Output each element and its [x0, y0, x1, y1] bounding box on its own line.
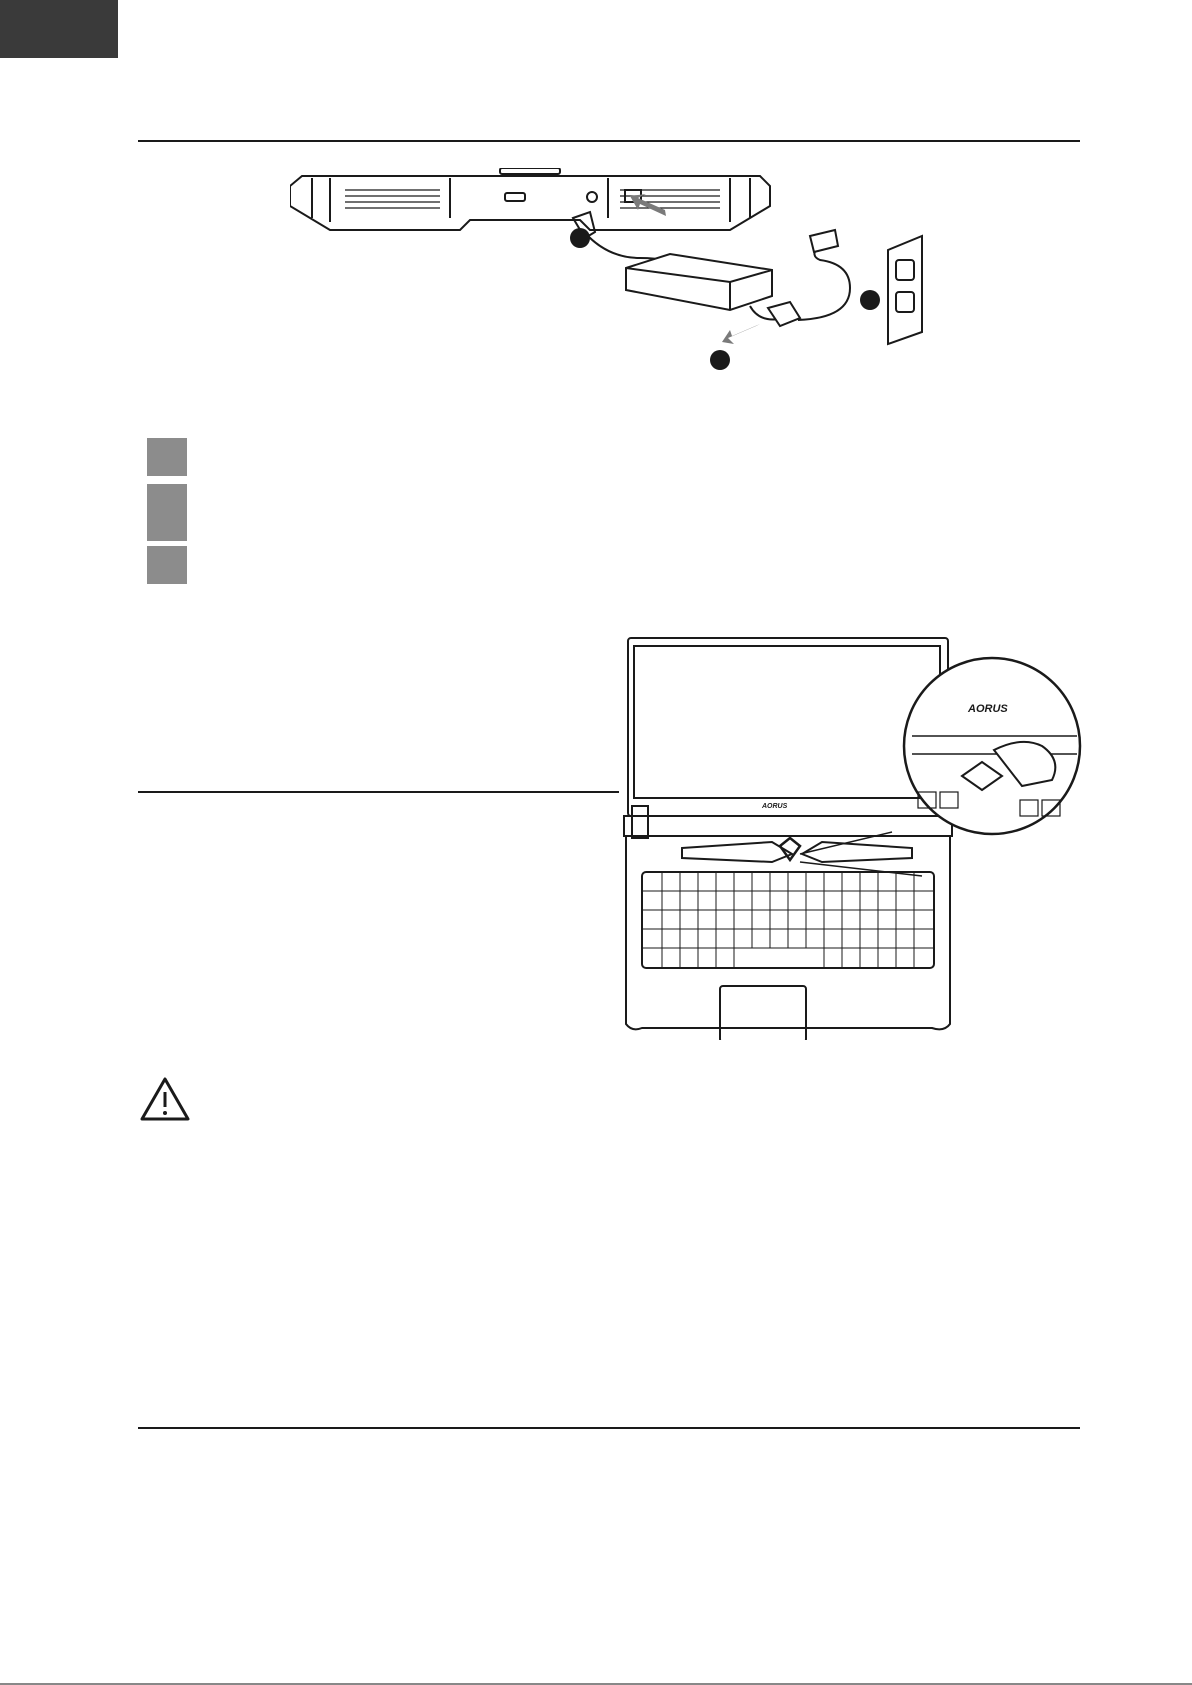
step-marker-2-icon	[710, 350, 730, 370]
aorus-bezel-logo: AORUS	[762, 803, 788, 810]
section-divider-mid	[138, 791, 619, 793]
step-indicator-2	[147, 484, 187, 541]
step-marker-3-icon	[860, 290, 880, 310]
laptop-top-icon	[624, 638, 952, 1029]
aorus-logo: AORUS	[968, 703, 1008, 715]
step-marker-1-icon	[570, 228, 590, 248]
section-divider-bottom	[138, 1427, 1080, 1429]
power-port-icon	[587, 192, 597, 202]
ac-plug-icon	[768, 230, 838, 326]
arrow-icon	[630, 194, 666, 216]
laptop-power-button-illustration	[622, 636, 1082, 1040]
arrow-icon	[722, 324, 760, 344]
power-connection-illustration	[290, 168, 950, 380]
hdmi-port-icon	[505, 193, 525, 201]
chapter-tab	[0, 0, 118, 58]
step-indicator-1	[147, 438, 187, 476]
power-adapter-icon	[626, 254, 772, 310]
laptop-rear-icon	[290, 168, 770, 230]
wall-outlet-icon	[888, 236, 922, 344]
section-divider-top	[138, 140, 1080, 142]
keyboard-keys	[642, 872, 934, 968]
touchpad-icon	[720, 986, 806, 1040]
step-indicator-3	[147, 546, 187, 584]
power-button-zoom-icon	[904, 658, 1080, 834]
warning-triangle-icon	[140, 1077, 190, 1121]
